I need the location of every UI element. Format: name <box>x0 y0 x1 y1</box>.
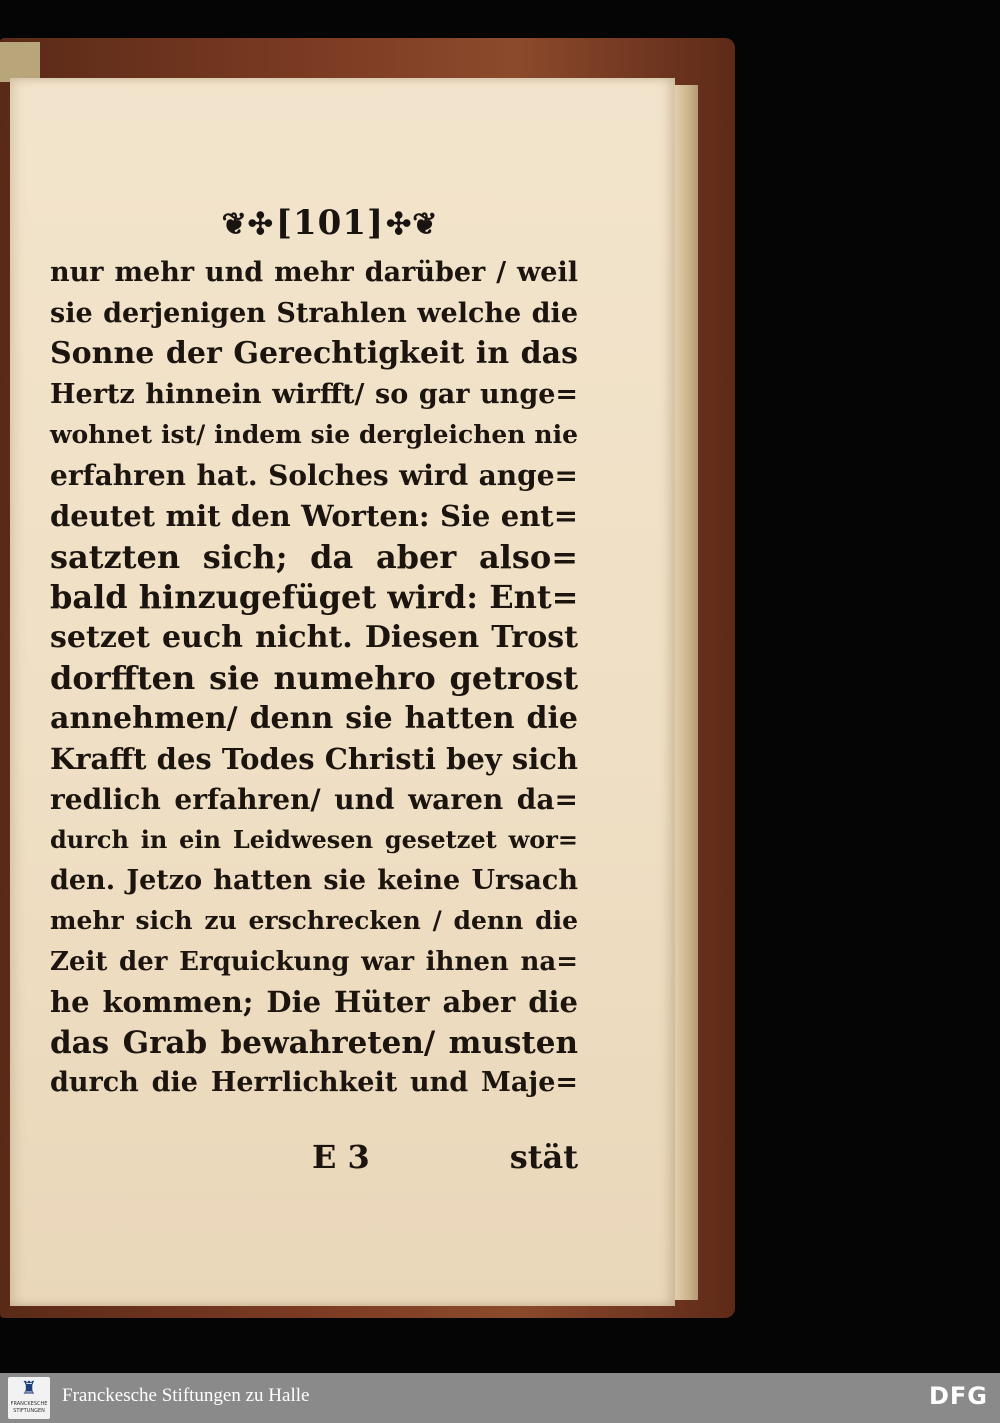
text-line: den. Jetzo hatten sie keine Ursach <box>50 864 578 896</box>
page-number: [101] <box>275 203 385 243</box>
text-line: Zeit der Erquickung war ihnen na= <box>50 946 578 977</box>
eagle-icon: ♜ <box>20 1378 38 1399</box>
text-line: erfahren hat. Solches wird ange= <box>50 458 578 492</box>
text-block <box>50 253 578 1104</box>
book-spine-corner <box>0 42 40 82</box>
text-line: durch die Herrlichkeit und Maje= <box>50 1067 578 1098</box>
page-edges <box>672 85 698 1300</box>
footer-bar <box>0 1373 1000 1423</box>
text-line: das Grab bewahreten/ musten <box>50 1024 578 1061</box>
logo-text: FRANCKESCHE STIFTUNGEN <box>10 1401 48 1414</box>
text-line: mehr sich zu erschrecken / denn die <box>50 906 578 935</box>
text-line: dorfften sie numehro getrost <box>50 659 578 697</box>
text-line: bald hinzugefüget wird: Ent= <box>50 578 579 616</box>
text-line: durch in ein Leidwesen gesetzet wor= <box>50 825 578 854</box>
text-line: he kommen; Die Hüter aber die <box>50 985 578 1019</box>
text-line: sie derjenigen Strahlen welche die <box>50 297 578 329</box>
text-line: redlich erfahren/ und waren da= <box>50 782 578 816</box>
text-line: annehmen/ denn sie hatten die <box>50 700 578 736</box>
signature-line <box>50 1138 578 1182</box>
text-line: deutet mit den Worten: Sie ent= <box>50 499 578 533</box>
text-line: Sonne der Gerechtigkeit in das <box>50 336 578 371</box>
ornament-right-icon: ✣❦ <box>386 207 439 242</box>
text-line: wohnet ist/ indem sie dergleichen nie <box>50 420 578 449</box>
page-header <box>10 203 650 243</box>
text-line: nur mehr und mehr darüber / weil <box>50 257 578 288</box>
book-page <box>10 78 675 1306</box>
dfg-logo[interactable]: DFG <box>928 1382 988 1410</box>
ornament-left-icon: ❦✣ <box>221 207 274 242</box>
text-line: setzet euch nicht. Diesen Trost <box>50 619 578 655</box>
text-line: Hertz hinnein wirfft/ so gar unge= <box>50 378 578 410</box>
text-line: satzten sich; da aber also= <box>50 537 578 576</box>
catchword: stät <box>509 1138 578 1176</box>
institution-name: Franckesche Stiftungen zu Halle <box>62 1385 310 1406</box>
signature-mark: E 3 <box>312 1138 370 1176</box>
text-line: Krafft des Todes Christi bey sich <box>50 742 578 776</box>
institution-logo[interactable] <box>8 1377 50 1419</box>
